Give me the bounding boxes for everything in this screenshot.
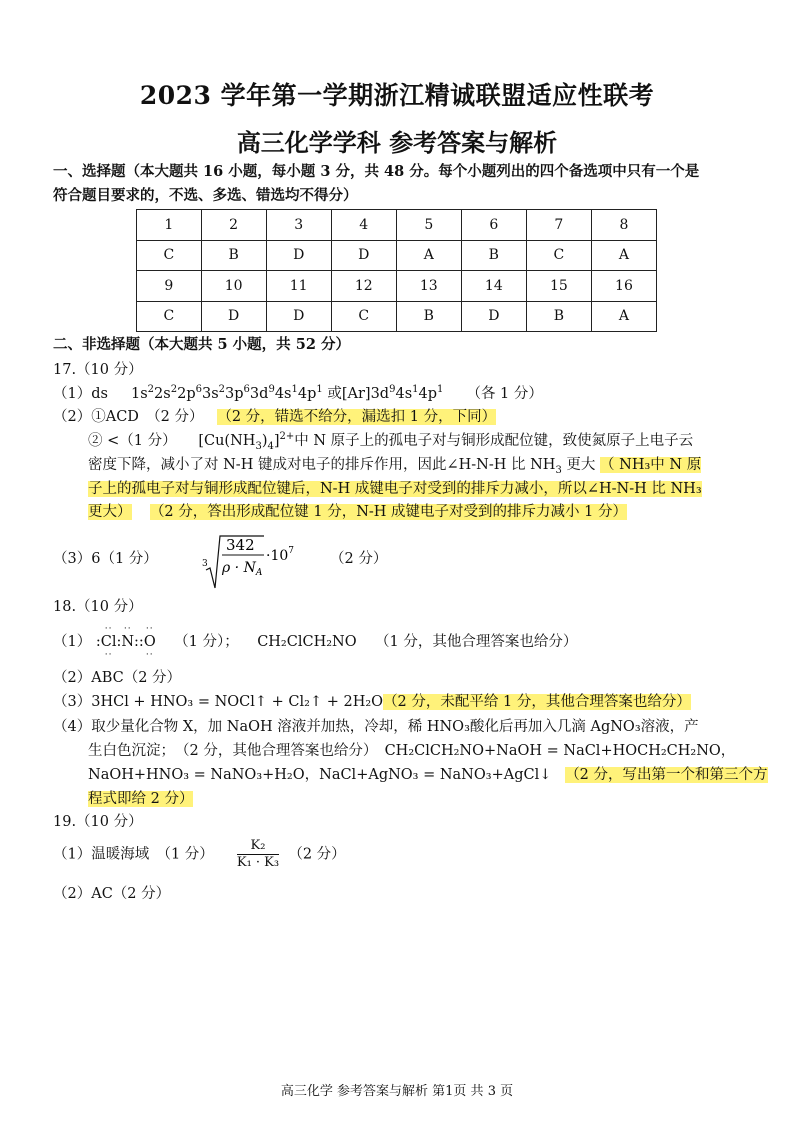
q18-p1-score1: （1 分）； [174, 634, 239, 650]
q17-p1-label: （1）ds [53, 386, 108, 402]
q18-heading: 18.（10 分） [53, 599, 143, 615]
table-cell: D [331, 240, 396, 271]
table-cell: 14 [461, 271, 526, 302]
q17-heading: 17.（10 分） [53, 362, 143, 378]
q18-part3 [53, 691, 691, 713]
q17-p2c-text: 密度下降，减小了对 N-H 键成对电子的排斥作用，因此∠H-N-H 比 $NH_3$ 更大 [88, 457, 596, 476]
q17-p2b-text: ② <（1 分） $[Cu(NH_3)_4]^{2+}$ [88, 431, 295, 452]
q17-p2e-note1: 更大） [88, 504, 132, 520]
table-cell: 3 [266, 210, 331, 241]
q18-p3-note: （2 分，未配平给 1 分，其他合理答案也给分） [383, 694, 691, 710]
q17-p2a-note: （2 分，错选不给分，漏选扣 1 分，下同） [217, 409, 497, 425]
table-cell: 2 [201, 210, 266, 241]
q18-p4c-note: （2 分，写出第一个和第三个方 [565, 767, 768, 783]
table-cell: 6 [461, 210, 526, 241]
table-cell: 11 [266, 271, 331, 302]
q19-part2: （2）AC（2 分） [53, 886, 171, 902]
q17-p1-config: $1s^22s^22p^63s^23p^63d^94s^14p^1$ 或$[Ar]3d^94s^14p^1$ [131, 384, 444, 402]
equilibrium-fraction [237, 838, 279, 871]
table-cell: 1 [137, 210, 202, 241]
section1-heading-cont: 符合题目要求的，不选、多选、错选均不得分） [53, 187, 358, 204]
table-cell: B [526, 301, 591, 332]
q18-part4b: 生白色沉淀； （2 分，其他合理答案也给分） CH₂ClCH₂NO+NaOH = NaCl+HOCH₂CH₂NO， [88, 743, 736, 759]
table-row [137, 301, 657, 332]
q18-p4d-note: 程式即给 2 分） [88, 791, 194, 807]
q17-p2a-text: （2）①ACD （2 分） [53, 409, 204, 425]
answer-table [136, 209, 657, 332]
table-row [137, 271, 657, 302]
table-row [137, 210, 657, 241]
section2-heading: 二、非选择题（本大题共 5 小题，共 52 分） [53, 336, 350, 353]
table-cell: C [137, 240, 202, 271]
q19-p1-label: （1）温暖海域 （1 分） [53, 846, 214, 863]
fraction-numerator: K₂ [237, 838, 279, 855]
q19-heading: 19.（10 分） [53, 814, 143, 830]
q17-p3-score: （2 分） [330, 551, 388, 567]
table-cell: D [266, 240, 331, 271]
table-cell: 8 [591, 210, 656, 241]
table-cell: D [461, 301, 526, 332]
page-subtitle: 高三化学学科 参考答案与解析 [236, 128, 558, 157]
q17-p2c-note: （ NH₃中 N 原 [600, 457, 702, 473]
table-cell: 7 [526, 210, 591, 241]
table-cell: 13 [396, 271, 461, 302]
fraction-denominator: K₁ · K₃ [236, 855, 280, 870]
page-title: 2023 学年第一学期浙江精诚联盟适应性联考 [139, 81, 655, 110]
table-row [137, 240, 657, 271]
table-cell: 12 [331, 271, 396, 302]
q17-part1 [53, 383, 543, 405]
q17-part2e [88, 501, 627, 523]
q17-p2e-note2: （2 分，答出形成配位键 1 分，N-H 成键电子对受到的排斥力减小 1 分） [149, 504, 627, 520]
root-numerator: 342 [226, 536, 255, 554]
table-cell: A [591, 240, 656, 271]
table-cell: A [591, 301, 656, 332]
q19-p1-score: （2 分） [288, 846, 346, 863]
table-cell: 10 [201, 271, 266, 302]
table-cell: C [526, 240, 591, 271]
q18-part4d [88, 788, 193, 810]
svg-text:·107: $\cdot 10^7$ [266, 546, 294, 564]
q17-part2b [88, 430, 693, 452]
table-cell: C [137, 301, 202, 332]
table-cell: B [201, 240, 266, 271]
q18-p1-label: （1） [53, 634, 92, 650]
q17-p2d-note: 子上的孤电子对与铜形成配位键后，N-H 成键电子对受到的排斥力减小，所以∠H-N-H 比 NH₃ [88, 481, 702, 497]
table-cell: 15 [526, 271, 591, 302]
table-cell: C [331, 301, 396, 332]
q17-part2c [88, 454, 701, 476]
table-cell: B [461, 240, 526, 271]
svg-text:3: 3 [202, 559, 208, 569]
q18-p4c-eq: NaOH+HNO₃ = NaNO₃+H₂O，NaCl+AgNO₃ = NaNO₃+AgCl↓ [88, 767, 552, 783]
table-cell: D [266, 301, 331, 332]
q18-p3-equation: （3）3HCl + HNO₃ = NOCl↑ + Cl₂↑ + 2H₂O [53, 694, 384, 710]
q19-part1 [53, 838, 346, 871]
q17-p2b-post: 中 N 原子上的孤电子对与铜形成配位键，致使氮原子上电子云 [294, 433, 694, 449]
page-footer: 高三化学 参考答案与解析 第1页 共 3 页 [280, 1084, 514, 1099]
table-cell: 16 [591, 271, 656, 302]
q17-p1-score: （各 1 分） [466, 386, 543, 402]
q18-p1-score2: （1 分，其他合理答案也给分） [375, 634, 578, 650]
table-cell: D [201, 301, 266, 332]
q17-part2d [88, 478, 702, 500]
q18-part1 [53, 624, 578, 660]
q18-part4a: （4）取少量化合物 X，加 NaOH 溶液并加热，冷却，稀 HNO₃酸化后再加入几滴 AgNO₃溶液，产 [53, 719, 699, 735]
q18-part2: （2）ABC（2 分） [53, 670, 182, 686]
q18-part4c [88, 764, 768, 786]
q17-part3-label: （3）6（1 分） [53, 551, 158, 567]
q17-part2a [53, 406, 496, 428]
table-cell: 5 [396, 210, 461, 241]
lewis-structure: :Cl ·· ·· :N ·· ::O ·· ·· [95, 624, 156, 660]
cube-root-expression [200, 530, 294, 590]
table-cell: 4 [331, 210, 396, 241]
table-cell: B [396, 301, 461, 332]
section1-heading: 一、选择题（本大题共 16 小题，每小题 3 分，共 48 分。每个小题列出的四个备选项中只有一个是 [53, 163, 700, 180]
svg-text:ρ · NA: $\rho \cdot N_A$ [222, 560, 263, 578]
table-cell: A [396, 240, 461, 271]
table-cell: 9 [137, 271, 202, 302]
q18-p1-formula: CH₂ClCH₂NO [257, 634, 357, 650]
